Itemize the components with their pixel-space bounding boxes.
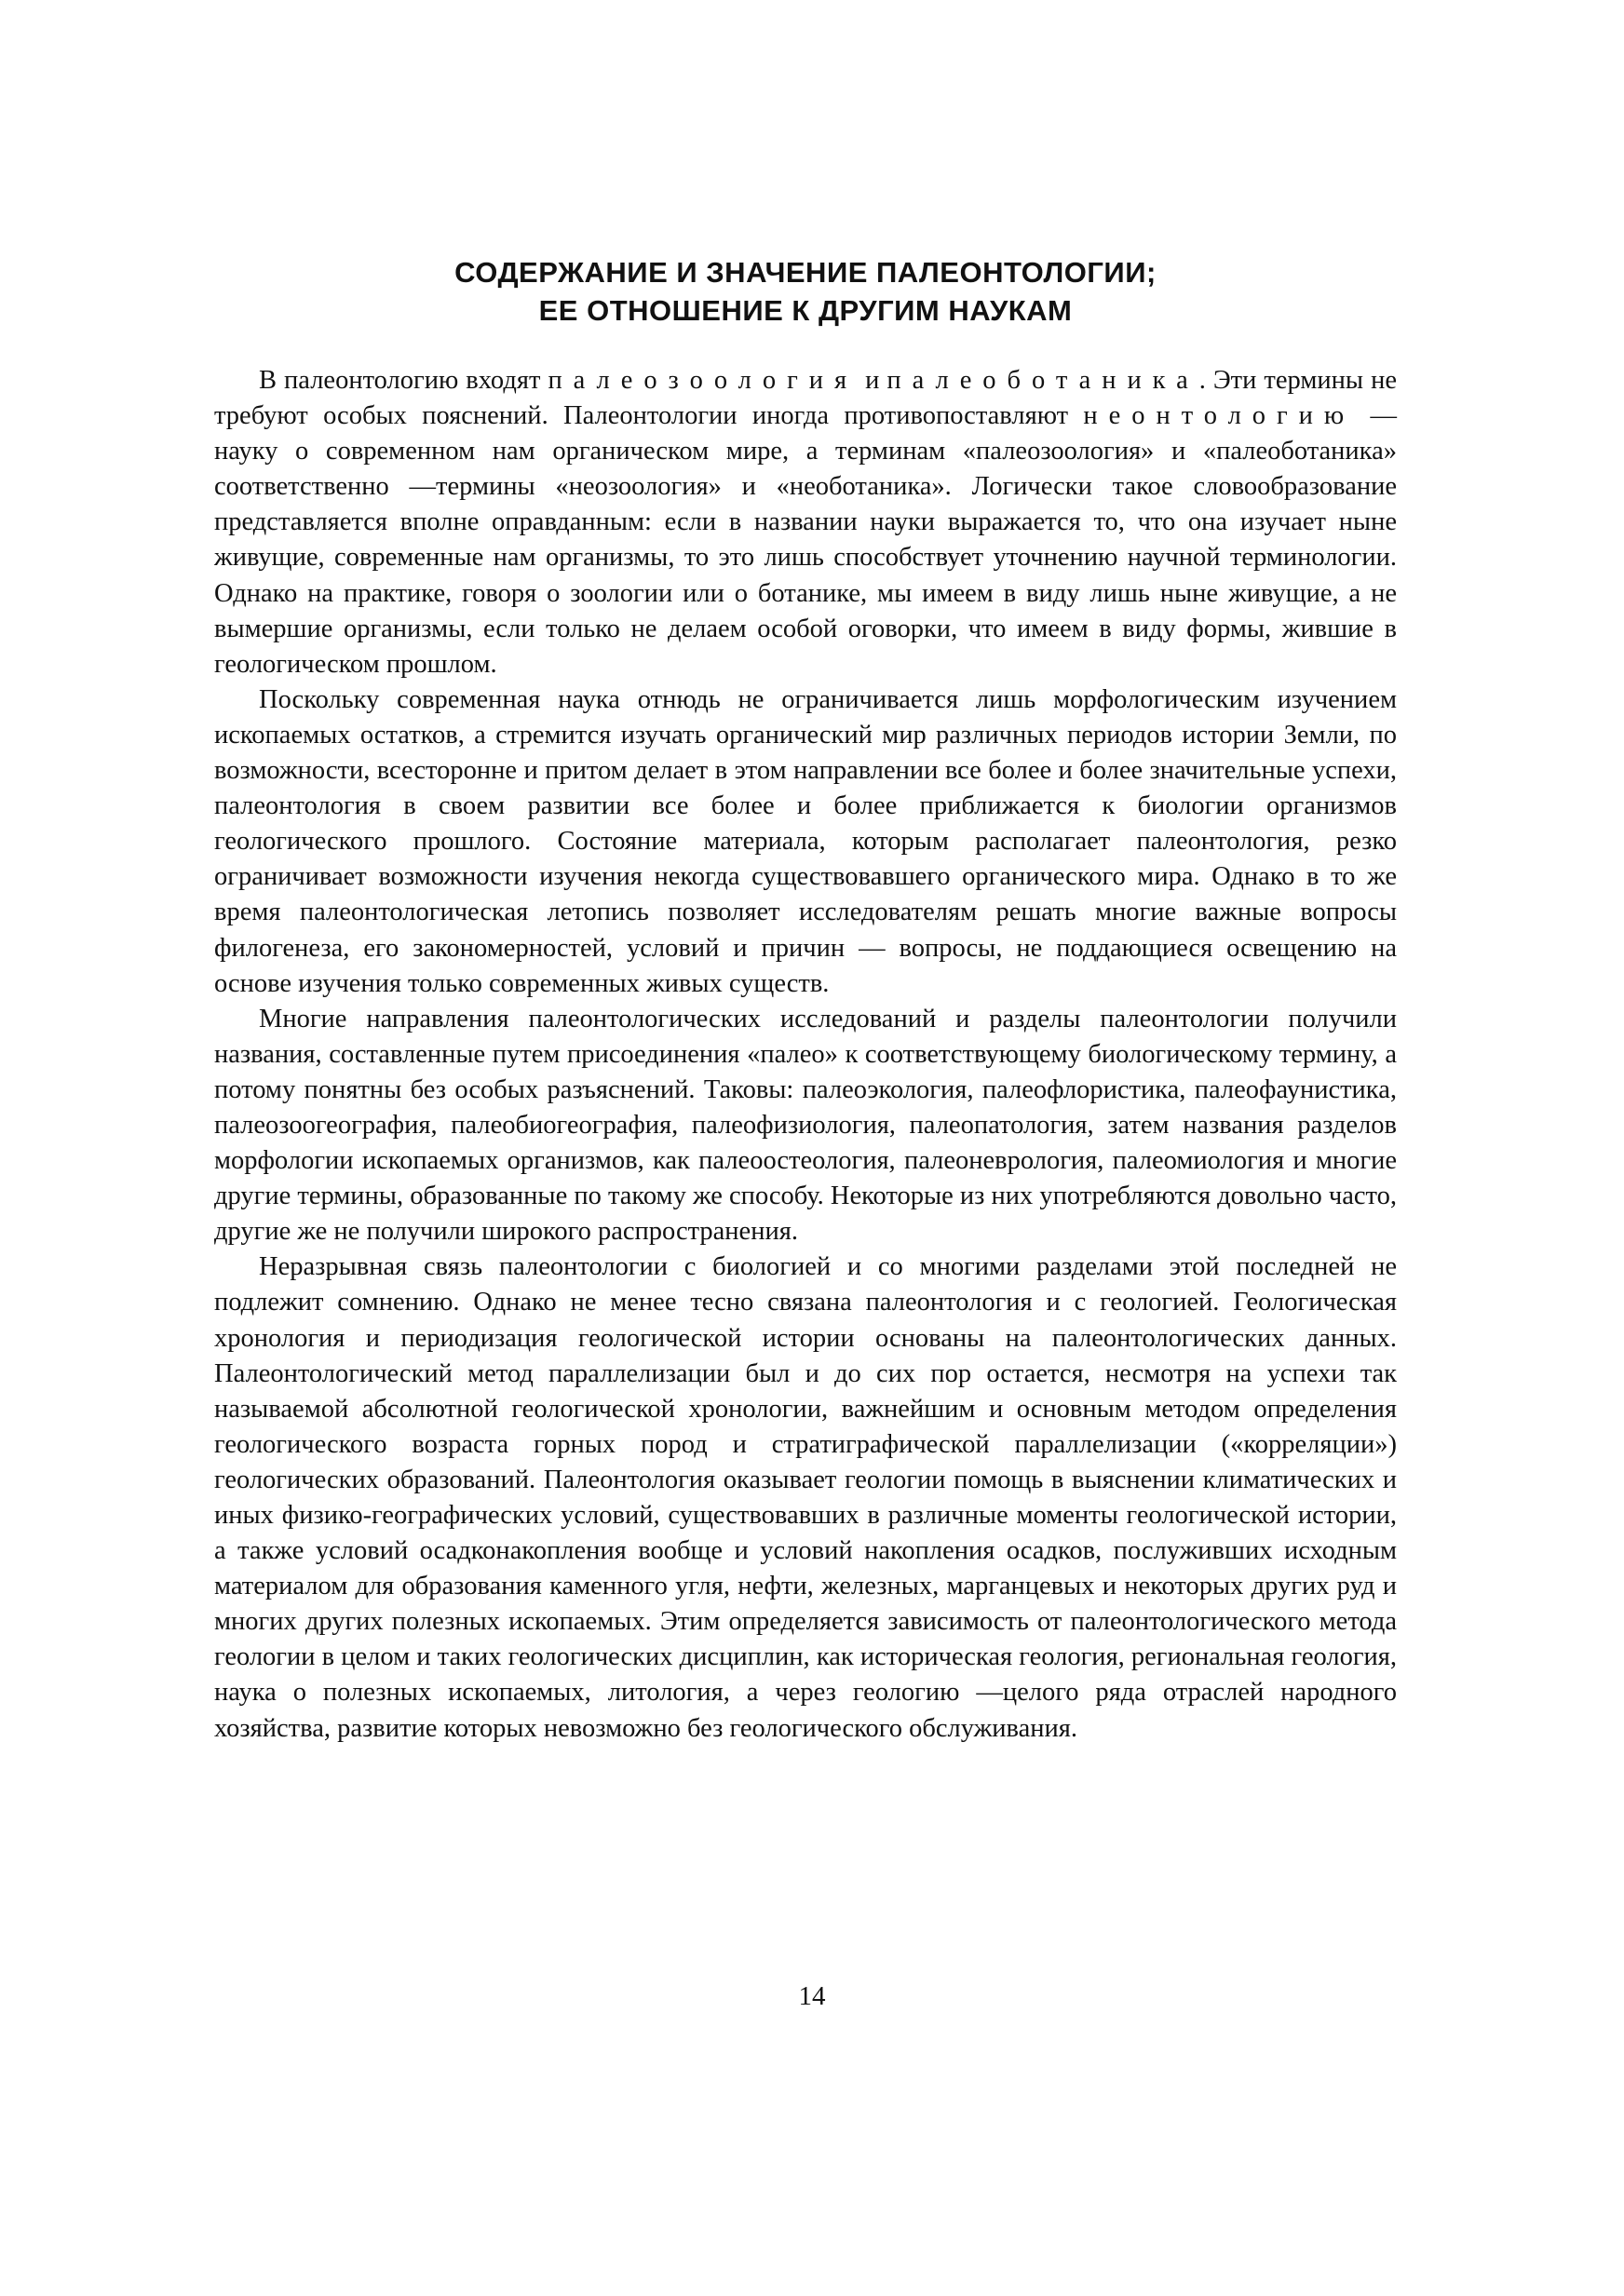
p1-text-e: . Эти термины не требуют особых пояснений. Палеонтологии иногда противопоставляют	[214, 366, 1397, 431]
p1-text-c: и	[858, 366, 887, 395]
page-content	[214, 253, 1397, 1747]
term-paleozoology: палеозоология	[548, 366, 859, 395]
term-neontology: неонтологию	[1083, 401, 1356, 431]
page-number: 14	[798, 1981, 826, 2011]
paragraph-2: Поскольку современная наука отнюдь не ограничивается лишь морфологическим изучением ископаемых остатков, а стремится изучать органический мир различных периодов истории Земли, по возможности, всесторонне и притом делает в этом направлении все более и более значительные успехи, палеонтология в своем развитии все более и более приближается к биологии организмов геологического прошлого. Состояние материала, которым располагает палеонтология, резко ограничивает возможности изучения некогда существовавшего органического мира. Однако в то же время палеонтологическая летопись позволяет исследователям решать многие важные вопросы филогенеза, его закономерностей, условий и причин — вопросы, не поддающиеся освещению на основе изучения только современных живых существ.	[214, 684, 1397, 998]
paragraph-1	[214, 363, 1397, 682]
term-paleobotany: палеоботаника	[886, 366, 1199, 395]
title-line-1: СОДЕРЖАНИЕ И ЗНАЧЕНИЕ ПАЛЕОНТОЛОГИИ;	[454, 256, 1157, 289]
page-title	[214, 253, 1397, 330]
paragraph-4: Неразрывная связь палеонтологии с биологией и со многими разделами этой последней не подлежит сомнению. Однако не менее тесно связана палеонтология и с геологией. Геологическая хронология и периодизация геологической истории основаны на палеонтологических данных. Палеонтологический метод параллелизации был и до сих пор остается, несмотря на успехи так называемой абсолютной геологической хронологии, важнейшим и основным методом определения геологического возраста горных пород и стратиграфической параллелизации («корреляции») геологических образований. Палеонтология оказывает геологии помощь в выяснении климатических и иных физико-географических условий, существовавших в различные моменты геологической истории, а также условий осадконакопления вообще и условий накопления осадков, послуживших исходным материалом для образования каменного угля, нефти, железных, марганцевых и некоторых других руд и многих других полезных ископаемых. Этим определяется зависимость от палеонтологического метода геологии в целом и таких геологических дисциплин, как историческая геология, региональная геология, наука о полезных ископаемых, литология, а через геологию —целого ряда отраслей народного хозяйства, развитие которых невозможно без геологического обслуживания.	[214, 1252, 1397, 1743]
p1-text-g: — науку о современном нам органическом мире, а терминам «палеозоология» и «палеоботаника» соответственно —термины «неозоология» и «необотаника». Логически такое словообразование представляется вполне оправданным: если в названии науки выражается то, что она изучает ныне живущие, современные нам организмы, то это лишь способствует уточнению научной терминологии. Однако на практике, говоря о зоологии или о ботанике, мы имеем в виду лишь ныне живущие, а не вымершие организмы, если только не делаем особой оговорки, что имеем в виду формы, жившие в геологическом прошлом.	[214, 401, 1398, 679]
p1-text-a: В палеонтологию входят	[259, 366, 548, 395]
paragraph-3: Многие направления палеонтологических исследований и разделы палеонтологии получили названия, составленные путем присоединения «палео» к соответствующему биологическому термину, а потому понятны без особых разъяснений. Таковы: палеоэкология, палеофлористика, палеофаунистика, палеозоогеография, палеобиогеография, палеофизиология, палеопатология, затем названия разделов морфологии ископаемых организмов, как палеоостеология, палеоневрология, палеомиология и многие другие термины, образованные по такому же способу. Некоторые из них употребляются довольно часто, другие же не получили широкого распространения.	[214, 1004, 1398, 1247]
title-line-2: ЕЕ ОТНОШЕНИЕ К ДРУГИМ НАУКАМ	[538, 294, 1073, 327]
